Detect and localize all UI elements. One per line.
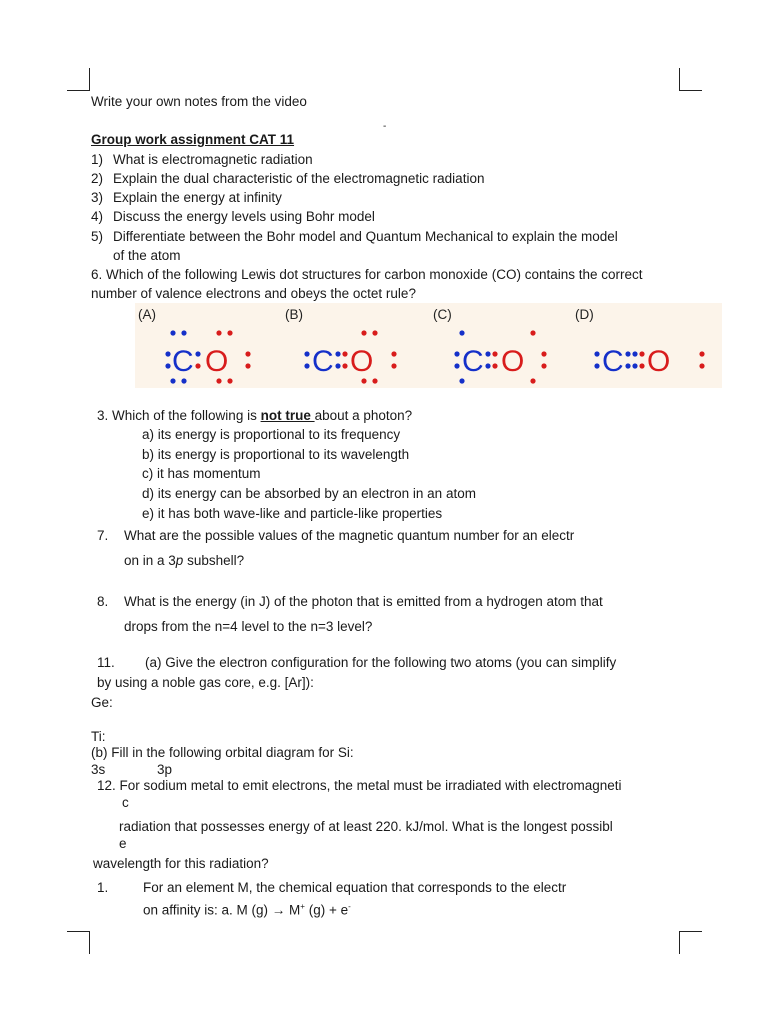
question-3-option-e: e) it has both wave-like and particle-like properties (142, 506, 443, 521)
electron-affinity-line-2 (143, 898, 351, 920)
list-item-2 (91, 170, 484, 188)
carbon-symbol: C (602, 345, 624, 378)
list-item-number: 2) (91, 171, 104, 186)
list-item-number: 4) (91, 209, 104, 224)
question-12-line-3: wavelength for this radiation? (93, 856, 269, 871)
carbon-symbol: C (172, 345, 194, 378)
question-12-line-2-wrap: e (119, 836, 127, 851)
option-c-label: (C) (433, 307, 452, 322)
question-3-stem (97, 407, 412, 425)
lewis-structure-c (454, 330, 546, 383)
list-item-number: 5) (91, 229, 104, 244)
question-8-line-1: What is the energy (in J) of the photon that is emitted from a hydrogen atom that (124, 594, 603, 609)
list-item-5-continuation: of the atom (113, 248, 181, 263)
list-item-1 (91, 151, 313, 169)
oxygen-symbol: O (205, 345, 229, 378)
question-3-option-a: a) its energy is proportional to its frequency (142, 427, 401, 442)
equation-charge: + (300, 902, 305, 911)
question-8-number: 8. (97, 594, 109, 609)
question-6-line-2: number of valence electrons and obeys the octet rule? (91, 286, 416, 301)
lewis-structures-panel (135, 303, 722, 388)
list-item-number: 3) (91, 190, 104, 205)
question-3-option-d: d) its energy can be absorbed by an electron in an atom (142, 486, 476, 501)
assignment-title: Group work assignment CAT 11 (91, 132, 295, 147)
electron-affinity-number: 1. (97, 880, 109, 895)
oxygen-symbol: O (647, 345, 671, 378)
list-item-4 (91, 208, 375, 226)
question-3-option-b: b) its energy is proportional to its wavelength (142, 447, 410, 462)
question-12-line-1: 12. For sodium metal to emit electrons, the metal must be irradiated with electromagneti (97, 778, 622, 793)
question-7-subshell-letter: p (175, 553, 184, 568)
question-7-number: 7. (97, 528, 109, 543)
oxygen-symbol: O (501, 345, 525, 378)
question-3-prefix: 3. Which of the following is (97, 408, 261, 423)
question-12-line-1-wrap: c (122, 795, 129, 810)
orbital-3p-label: 3p (157, 762, 173, 777)
question-11-line-1: (a) Give the electron configuration for the following two atoms (you can simplify (145, 655, 617, 670)
question-7-line-1: What are the possible values of the magnetic quantum number for an electr (124, 528, 575, 543)
equation-start: on affinity is: a. M (g) → M (143, 902, 301, 918)
carbon-symbol: C (312, 345, 334, 378)
question-11-line-2: by using a noble gas core, e.g. [Ar]): (97, 675, 314, 690)
equation-end: (g) + e (304, 902, 349, 918)
question-3-suffix: about a photon? (314, 408, 413, 423)
list-item-number: 1) (91, 152, 104, 167)
carbon-symbol: C (462, 345, 484, 378)
crop-mark-top-left (67, 68, 90, 91)
option-b-label: (B) (285, 307, 303, 322)
list-item-text: Discuss the energy levels using Bohr model (113, 209, 375, 224)
question-7-line-2-end: subshell? (183, 553, 245, 568)
electron-affinity-line-1: For an element M, the chemical equation that corresponds to the electr (143, 880, 567, 895)
question-3-option-c: c) it has momentum (142, 466, 261, 481)
lewis-structure-d (594, 345, 704, 378)
crop-mark-bottom-right (679, 931, 702, 954)
electron-charge: - (348, 902, 351, 911)
orbital-3s-label: 3s (91, 762, 106, 777)
question-7-line-2 (124, 552, 244, 570)
intro-text: Write your own notes from the video (91, 94, 307, 109)
list-item-5 (91, 228, 618, 246)
ti-label: Ti: (91, 729, 106, 744)
question-7-line-2-start: on in a 3 (124, 553, 176, 568)
oxygen-symbol: O (350, 345, 374, 378)
option-d-label: (D) (575, 307, 594, 322)
question-11-part-b: (b) Fill in the following orbital diagram for Si: (91, 745, 354, 760)
question-11-number: 11. (97, 655, 115, 670)
crop-mark-top-right (679, 68, 702, 91)
ge-label: Ge: (91, 695, 113, 710)
lewis-structure-b (304, 330, 396, 383)
list-item-3 (91, 189, 282, 207)
list-item-text: Explain the energy at infinity (113, 190, 282, 205)
question-8-line-2: drops from the n=4 level to the n=3 level? (124, 619, 373, 634)
question-3-emphasis: not true (260, 408, 315, 423)
question-12-line-2: radiation that possesses energy of at least 220. kJ/mol. What is the longest possibl (119, 819, 613, 834)
option-a-label: (A) (138, 307, 156, 322)
lewis-structure-a (165, 330, 250, 383)
list-item-text: Differentiate between the Bohr model and Quantum Mechanical to explain the model (113, 229, 618, 244)
lewis-structures-figure (135, 303, 722, 388)
question-6-line-1: 6. Which of the following Lewis dot structures for carbon monoxide (CO) contains the correct (91, 267, 643, 282)
list-item-text: Explain the dual characteristic of the electromagnetic radiation (113, 171, 485, 186)
list-item-text: What is electromagnetic radiation (113, 152, 313, 167)
dash-mark: - (383, 121, 387, 132)
crop-mark-bottom-left (67, 931, 90, 954)
